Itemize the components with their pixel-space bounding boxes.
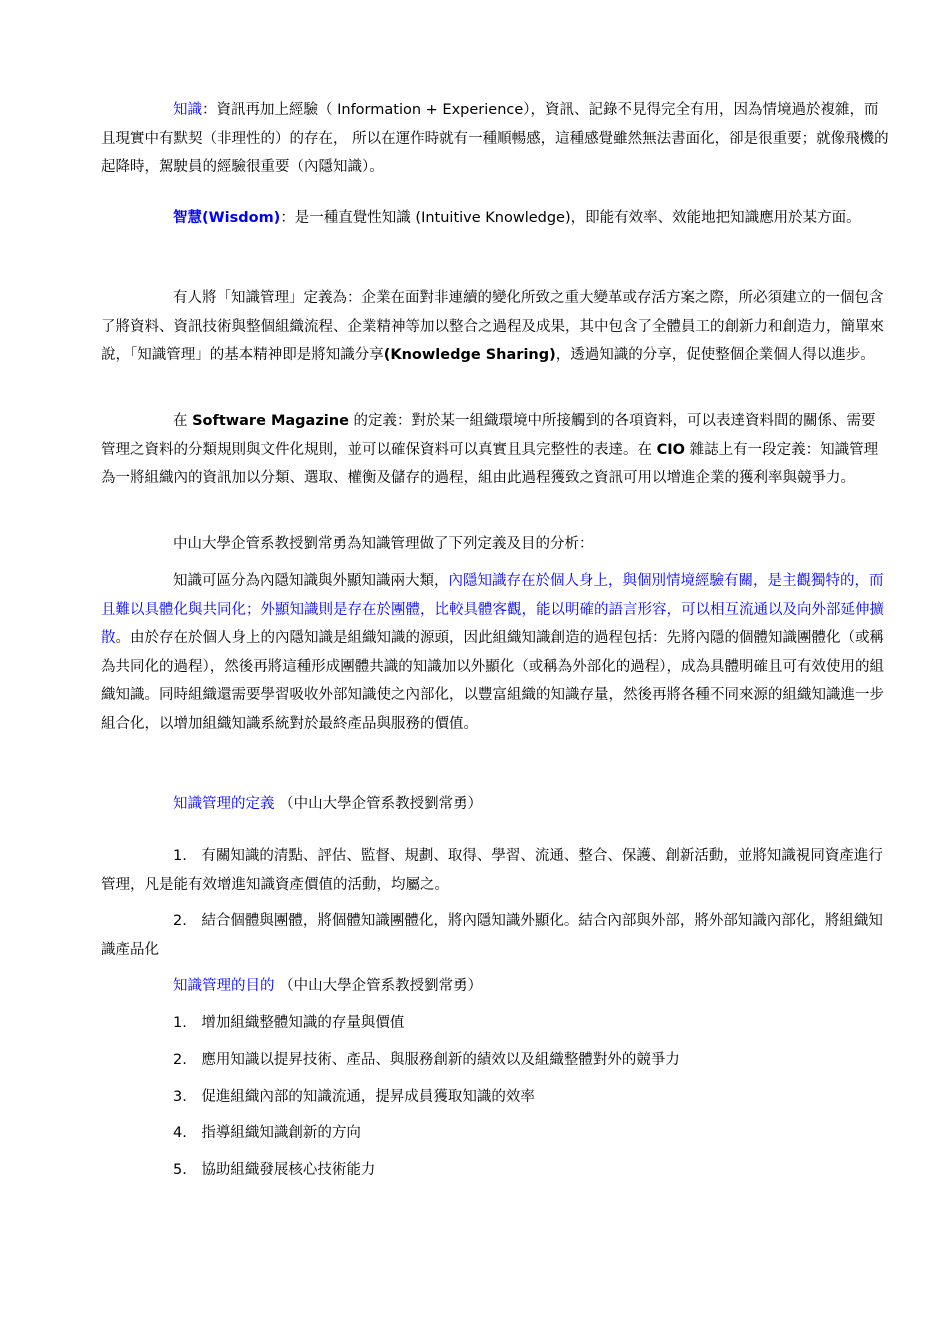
list-item — [173, 1009, 889, 1038]
paragraph-text: 有人將「知識管理」定義為：企業在面對非連續的變化所致之重大變革或存活方案之際，所必須建立的一個包含了將資料、資訊技術與整個組織流程、企業精神等加以整合之過程及成果，其中包含了全體員工的創新力和創造力，簡單來說，「知識管理」的基本精神即是將知識分享 — [101, 290, 884, 363]
paragraph-intro — [101, 530, 889, 559]
list-item-text: 1. 增加組織整體知識的存量與價值 — [173, 1015, 405, 1031]
list-item-text: 2. 結合個體與團體，將個體知識團體化，將內隱知識外顯化。結合內部與外部，將外部知識內部化，將組織知識產品化 — [101, 913, 883, 958]
list-item-text: 4. 指導組織知識創新的方向 — [173, 1125, 361, 1141]
paragraph-text: 的定義：對於某一組織環境中所接觸到的各項資料，可以表達資料間的關係、需要管理之資料的分類規則與文件化規則，並可以確保資料可以真實且具完整性的表達。在 — [101, 413, 876, 458]
paragraph-text: 。由於存在於個人身上的內隱知識是組織知識的源頭，因此組織知識創造的過程包括：先將內隱的個體知識團體化（或稱為共同化的過程），然後再將這種形成團體共識的知識加以外顯化（或稱為外部化的過程），成為具體明確且可有效使用的組織知識。同時組織還需要學習吸收外部知識使之內部化，以豐富組織的知識存量，然後再將各種不同來源的組織知識進一步組合化，以增加組織知識系統對於最終產品與服務的價值。 — [101, 630, 884, 732]
heading-label: 知識管理的定義 — [173, 796, 275, 812]
term-knowledge: 知識 — [173, 102, 202, 118]
bold-term: Software Magazine — [192, 413, 349, 429]
paragraph-text: ：是一種直覺性知識 (Intuitive Knowledge)，即能有效率、效能地把知識應用於某方面。 — [280, 210, 861, 226]
heading-km-goal — [173, 972, 889, 1001]
list-item — [173, 1156, 889, 1185]
heading-label: 知識管理的目的 — [173, 978, 275, 994]
paragraph-text: ，透過知識的分享，促使整個企業個人得以進步。 — [555, 347, 875, 363]
list-item-text: 1. 有關知識的清點、評估、監督、規劃、取得、學習、流通、整合、保護、創新活動，並將知識視同資產進行管理，凡是能有效增進知識資產價值的活動，均屬之。 — [101, 848, 883, 893]
paragraph-knowledge — [101, 96, 889, 182]
heading-source: （中山大學企管系教授劉常勇） — [274, 978, 483, 994]
list-item-text: 2. 應用知識以提昇技術、產品、與服務創新的績效以及組織整體對外的競爭力 — [173, 1052, 680, 1068]
list-item — [101, 842, 889, 899]
list-item — [173, 1119, 889, 1148]
list-item-text: 3. 促進組織內部的知識流通，提昇成員獲取知識的效率 — [173, 1089, 535, 1105]
highlighted-text: 內隱知識存在於個人身上，與個別情境經驗有關，是主觀獨特的，而且難以具體化與共同化；外顯知識則是存在於團體，比較具體客觀，能以明確的語言形容，可以相互流通以及向外部延伸擴散 — [101, 573, 884, 646]
paragraph-text: 雜誌上有一段定義：知識管理為一將組織內的資訊加以分類、選取、權衡及儲存的過程，組由此過程獲致之資訊可用以增進企業的獲利率與競爭力。 — [101, 441, 879, 486]
heading-km-definition — [173, 790, 889, 819]
paragraph-tacit-explicit — [101, 567, 889, 738]
list-item — [101, 907, 889, 964]
paragraph-text: 在 — [173, 413, 193, 429]
list-item-text: 5. 協助組織發展核心技術能力 — [173, 1162, 376, 1178]
paragraph-text: ：資訊再加上經驗（ Information + Experience），資訊、記錄不見得完全有用，因為情境過於複雜，而且現實中有默契（非理性的）的存在， 所以在運作時就有一種順暢感，這種感覺雖然無法書面化，卻是很重要；就像飛機的起降時，駕駛員的經驗很重要（內隱知識）。 — [101, 102, 889, 175]
paragraph-wisdom — [101, 204, 889, 233]
list-item — [173, 1046, 889, 1075]
bold-term: CIO — [656, 441, 685, 458]
paragraph-text: 中山大學企管系教授劉常勇為知識管理做了下列定義及目的分析： — [173, 536, 594, 552]
bold-term: (Knowledge Sharing) — [383, 347, 556, 363]
paragraph-software-magazine — [101, 407, 889, 493]
heading-source: （中山大學企管系教授劉常勇） — [274, 796, 483, 812]
paragraph-text: 知識可區分為內隱知識與外顯知識兩大類， — [173, 573, 449, 589]
term-wisdom: 智慧(Wisdom) — [173, 210, 281, 226]
list-item — [173, 1083, 889, 1112]
paragraph-km-definition — [101, 284, 889, 370]
